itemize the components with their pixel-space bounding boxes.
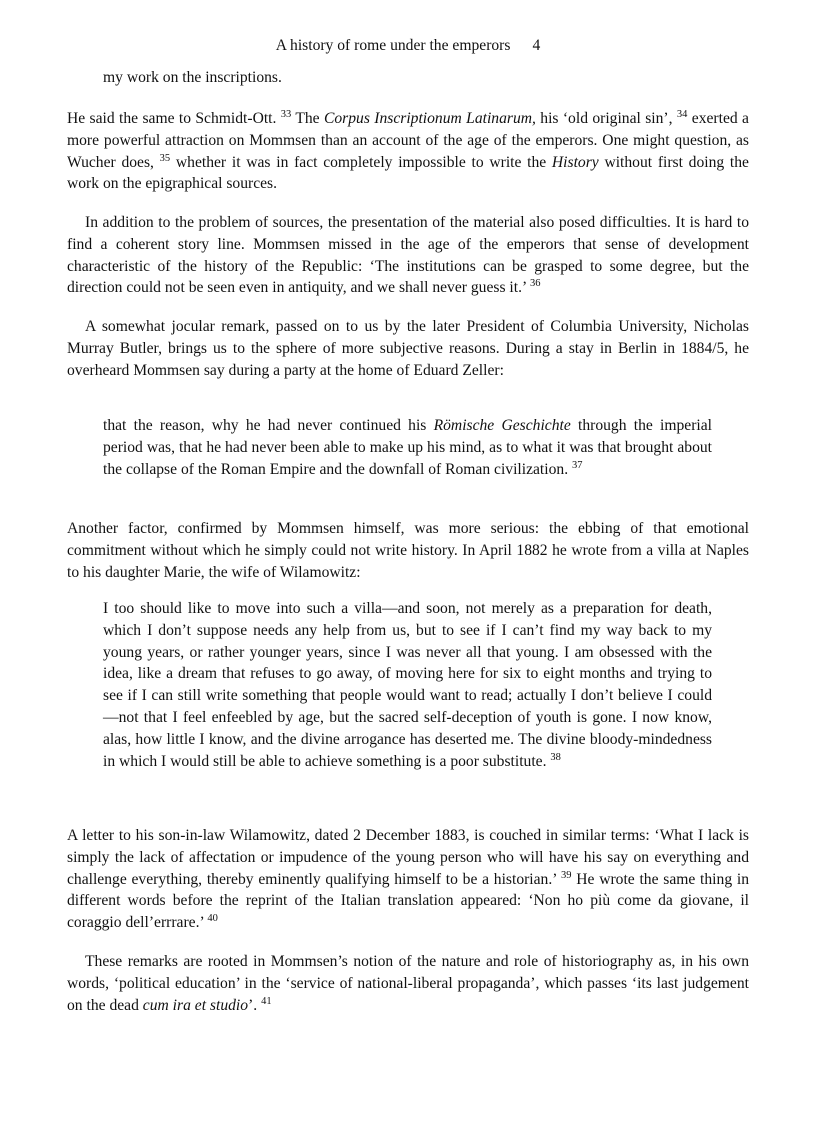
paragraph-1 bbox=[67, 108, 749, 195]
footnote-ref[interactable]: 34 bbox=[676, 109, 688, 120]
footnote-ref[interactable]: 36 bbox=[529, 278, 541, 290]
paragraph-6 bbox=[67, 951, 749, 1016]
paragraph-4 bbox=[67, 518, 749, 583]
paragraph-text: A somewhat jocular remark, passed on to us by the later President of Columbia University, Nicholas Murray Butler, brings us to the sphere of more subjective reasons. During a stay in Berlin in 1884/5, he overheard Mommsen say during a party at the home of Eduard Zeller: bbox=[67, 318, 749, 379]
footnote-ref[interactable]: 35 bbox=[159, 152, 171, 164]
paragraph-text: In addition to the problem of sources, the presentation of the material also posed difficulties. It is hard to find a coherent story line. Mommsen missed in the age of the emperors that sense of development characteristic of the history of the Republic: ‘The institutions can be grasped to some degree, but the direction could not be seen even in antiquity, and we shall never guess it.’ $^{36}$ bbox=[67, 214, 749, 297]
block-quote-1 bbox=[103, 415, 712, 480]
paragraph-3 bbox=[67, 316, 749, 381]
paragraph-2 bbox=[67, 212, 749, 299]
page-number: 4 bbox=[532, 37, 541, 54]
footnote-ref[interactable]: 41 bbox=[261, 995, 272, 1007]
footnote-ref[interactable]: 37 bbox=[572, 459, 583, 471]
paragraph-text: He said the same to Schmidt-Ott. $^{33}$ The Corpus Inscriptionum Latinarum, his ‘old original sin’, $^{34}$ exerted a more powerful attraction on Mommsen than an account of the age of the emperors. One might question, as Wucher does, $^{35}$ whether it was in fact completely impossible to write the History without first doing the work on the epigraphical sources. bbox=[67, 109, 749, 193]
paragraph-5 bbox=[67, 825, 749, 934]
footnote-ref[interactable]: 39 bbox=[561, 869, 572, 881]
footnote-ref[interactable]: 33 bbox=[280, 109, 292, 120]
quote-text: that the reason, why he had never continued his Römische Geschichte through the imperial period was, that he had never been able to make up his mind, as to what it was that brought about the collapse of the Roman Empire and the downfall of Roman civilization. $^{37}$ bbox=[103, 417, 712, 478]
footnote-ref[interactable]: 38 bbox=[550, 751, 561, 763]
continuation-line: my work on the inscriptions. bbox=[103, 69, 282, 86]
header-title: A history of rome under the emperors bbox=[275, 37, 511, 54]
running-head bbox=[0, 36, 816, 56]
continuation-block bbox=[67, 67, 749, 89]
block-quote-2 bbox=[103, 598, 712, 772]
paragraph-text: These remarks are rooted in Mommsen’s notion of the nature and role of historiography as, in his own words, ‘political education’ in the ‘service of national-liberal propaganda’, which passes ‘its last judgement on the dead cum ira et studio’. $^{41}$ bbox=[67, 953, 749, 1014]
quote-text: I too should like to move into such a villa—and soon, not merely as a preparation for death, which I don’t suppose needs any help from us, but to see if I can’t find my way back to my young years, or rather younger years, since I was never all that young. I am obsessed with the idea, like a dream that refuses to go away, of moving here for six to eight months and trying to see if I can still write something that people would want to read; actually I don’t believe I could—not that I feel enfeebled by age, but the sacred self-deception of youth is gone. I now know, alas, how little I know, and the divine arrogance has deserted me. The divine bloody-mindedness in which I would still be able to achieve something is a poor substitute. $^{38}$ bbox=[103, 600, 712, 770]
paragraph-text: Another factor, confirmed by Mommsen himself, was more serious: the ebbing of that emotional commitment without which he simply could not write history. In April 1882 he wrote from a villa at Naples to his daughter Marie, the wife of Wilamowitz: bbox=[67, 520, 749, 581]
paragraph-text: A letter to his son-in-law Wilamowitz, dated 2 December 1883, is couched in similar terms: ‘What I lack is simply the lack of affectation or impudence of the young person who will have his say on everything and challenge everything, thereby eminently qualifying himself to be a historian.’ $^{39}$ He wrote the same thing in different words before the reprint of the Italian translation appeared: ‘Non ho più come da giovane, il coraggio dell’errrare.’ $^{40}$ bbox=[67, 827, 749, 932]
footnote-ref[interactable]: 40 bbox=[207, 913, 218, 925]
